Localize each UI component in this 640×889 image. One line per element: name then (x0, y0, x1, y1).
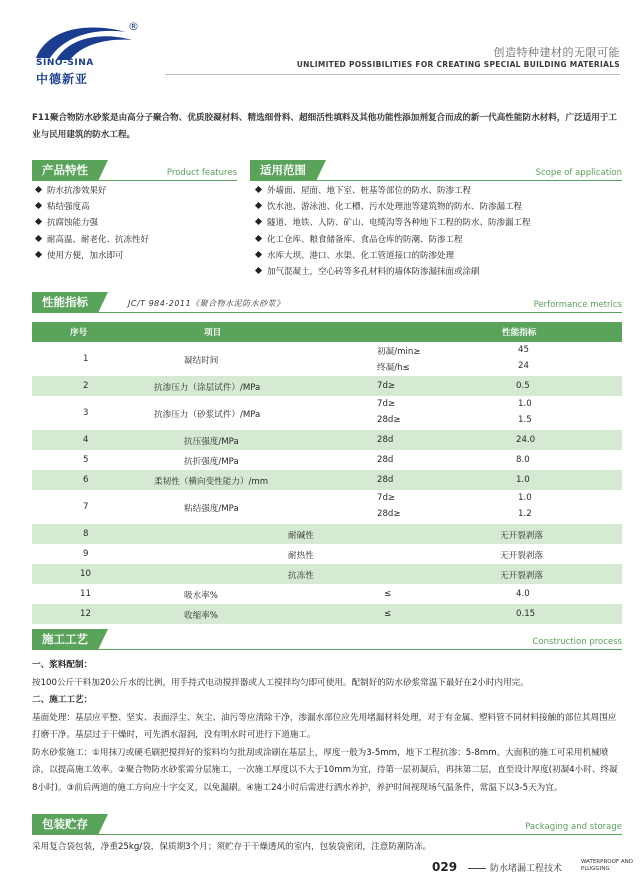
logo-english: SINO-SINA (36, 58, 94, 68)
bullet-icon (255, 267, 262, 274)
bullet-icon (35, 251, 42, 258)
row-number: 4 (83, 434, 89, 445)
row-value: 1.0 (518, 493, 532, 503)
row-value: 无开裂剥落 (500, 530, 543, 541)
row-condition: 7d≥ (377, 493, 396, 503)
header-divider (165, 74, 620, 75)
row-condition: 28d (377, 454, 394, 465)
row-value: 4.0 (516, 588, 530, 599)
bullet-icon (35, 186, 42, 193)
product-intro: F11聚合物防水砂浆是由高分子聚合物、优质胶凝材料、精选细骨料、超细活性填料及其他功能性添加剂复合而成的新一代高性能防水材料，广泛适用于工业与民用建筑的防水工程。 (32, 113, 618, 140)
row-value: 45 (518, 345, 529, 355)
row-item: 抗渗压力（涂层试件）/MPa (154, 382, 261, 393)
row-number: 6 (83, 474, 89, 485)
bullet-icon (255, 251, 262, 258)
table-row (32, 470, 622, 490)
header-index: 性能指标 (502, 328, 537, 338)
table-header (32, 322, 622, 342)
bullet-icon (255, 218, 262, 225)
list-item: 外墙面、屋面、地下室、桩基等部位的防水、防渗工程 (256, 183, 531, 199)
row-item: 抗渗压力（砂浆试件）/MPa (154, 409, 261, 420)
row-condition: ≤ (384, 608, 392, 619)
construction-text (32, 657, 622, 797)
row-condition: 7d≥ (377, 399, 396, 409)
table-row (32, 544, 622, 564)
features-list (36, 183, 149, 264)
row-number: 3 (83, 407, 89, 418)
list-item: 隧道、地铁、人防、矿山、电缆沟等各种地下工程的防水、防渗漏工程 (256, 215, 531, 231)
row-value: 1.0 (518, 399, 532, 409)
footer-title: 防水堵漏工程技术 (490, 864, 563, 874)
bullet-icon (255, 235, 262, 242)
row-number: 11 (80, 588, 91, 599)
row-item: 抗冻性 (288, 570, 314, 581)
features-title: 产品特性 (32, 160, 98, 181)
table-row (32, 604, 622, 624)
table-row (32, 430, 622, 450)
packaging-underline (32, 834, 622, 835)
logo-chinese: 中德新亚 (36, 72, 89, 86)
list-item: 粘结强度高 (36, 199, 149, 215)
row-condition: 7d≥ (377, 380, 396, 391)
list-item: 防水抗渗效果好 (36, 183, 149, 199)
row-value: 0.15 (516, 608, 536, 619)
bullet-icon (255, 202, 262, 209)
packaging-section-bar (32, 814, 622, 835)
row-value: 0.5 (516, 380, 530, 391)
applications-list (256, 183, 531, 280)
list-item: 耐高温、耐老化、抗冻性好 (36, 232, 149, 248)
page-number: 029 (432, 860, 458, 874)
row-number: 1 (83, 353, 89, 364)
performance-title: 性能指标 (32, 292, 98, 313)
table-row (32, 342, 622, 376)
table-row (32, 396, 622, 430)
row-condition: ≤ (384, 588, 392, 599)
row-item: 耐碱性 (288, 530, 314, 541)
construction-title: 施工工艺 (32, 629, 98, 650)
features-underline (32, 180, 237, 181)
row-item: 粘结强度/MPa (184, 503, 239, 514)
list-item: 加气混凝土，空心砖等多孔材料的墙体防渗漏抹面或涂刷 (256, 264, 531, 280)
packaging-subtitle: Packaging and storage (525, 822, 622, 832)
slogan-chinese: 创造特种建材的无限可能 (493, 46, 620, 59)
row-condition: 28d≥ (377, 509, 401, 519)
performance-subtitle: Performance metrics (533, 300, 622, 310)
row-condition: 28d≥ (377, 415, 401, 425)
construction-underline (32, 649, 622, 650)
bullet-icon (35, 202, 42, 209)
row-value: 无开裂剥落 (500, 550, 543, 561)
list-item: 化工仓库、粮食储备库、食品仓库的防潮、防渗工程 (256, 232, 531, 248)
row-value: 无开裂剥落 (500, 570, 543, 581)
row-item: 抗压强度/MPa (184, 436, 239, 447)
construction-section-bar (32, 629, 622, 650)
packaging-title: 包装贮存 (32, 814, 98, 835)
footer-title-english: WATERPROOF AND PLUGGING (581, 859, 633, 872)
row-value: 1.0 (516, 474, 530, 485)
construction-subtitle: Construction process (532, 637, 622, 647)
row-condition: 终凝/h≤ (377, 363, 410, 373)
applications-underline (250, 180, 622, 181)
row-item: 柔韧性（横向变性能力）/mm (154, 476, 269, 487)
paragraph: 按100公斤干料加20公斤水的比例，用手持式电动搅拌器或人工搅拌均匀即可使用。配制好的防水砂浆常温下最好在2小时内用完。 (32, 677, 529, 688)
table-row (32, 564, 622, 584)
step-heading: 一、浆料配制： (32, 660, 93, 670)
registered-mark: ® (128, 20, 139, 33)
row-condition: 28d (377, 434, 394, 445)
paragraph: 防水砂浆施工：①用抹刀或硬毛刷把搅拌好的浆料均匀批刮或涂刷在基层上，厚度一般为3-5mm，地下工程抗渗：5-8mm。大面积的施工可采用机械喷涂，以提高施工效率。②聚合物防水砂浆需分层施工，一次施工厚度以不大于10mm为宜，待第一层初凝后，再抹第二层，直至设计厚度(初凝4小时、终凝8小时)。③前后两道的施工方向应十字交叉，以免漏刷。④施工24小时后需进行洒水养护，养护时间视现场气温条件，常温下以3-5天为宜。 (32, 747, 618, 793)
row-number: 2 (83, 380, 89, 391)
row-item: 凝结时间 (184, 355, 219, 366)
row-number: 10 (80, 568, 91, 579)
table-row (32, 450, 622, 470)
row-value: 8.0 (516, 454, 530, 465)
row-number: 7 (83, 501, 89, 512)
row-item: 抗折强度/MPa (184, 456, 239, 467)
table-row (32, 584, 622, 604)
list-item: 饮水池、游泳池、化工槽、污水处理池等建筑物的防水、防渗漏工程 (256, 199, 531, 215)
applications-section-bar (250, 160, 622, 181)
packaging-text: 采用复合袋包装，净重25kg/袋，保质期3个月；须贮存于干燥透风的室内，包装袋密闭，注意防潮防冻。 (32, 842, 432, 852)
performance-section-bar (32, 292, 622, 313)
row-number: 9 (83, 548, 89, 559)
page-header (0, 0, 640, 95)
row-value: 1.2 (518, 509, 532, 519)
row-number: 12 (80, 608, 91, 619)
row-condition: 初凝/min≥ (377, 347, 421, 357)
header-item: 项目 (204, 328, 222, 338)
row-value: 24.0 (516, 434, 536, 445)
table-row (32, 376, 622, 396)
bullet-icon (35, 218, 42, 225)
bullet-icon (35, 235, 42, 242)
paragraph: 基面处理：基层应平整、坚实、表面浮尘、灰尘、油污等应清除干净，渗漏水部位应先用堵漏材料处理，对于有金属、塑料管不同材料接触的部位其周围应打磨干净。基层过于干燥时，可先洒水湿润，没有明水时可进行下道施工。 (32, 712, 617, 740)
row-item: 耐热性 (288, 550, 314, 561)
list-item: 水库大坝、港口、水渠、化工管道接口的防渗处理 (256, 248, 531, 264)
row-number: 8 (83, 528, 89, 539)
row-item: 吸水率% (184, 590, 218, 601)
page-footer (0, 858, 640, 878)
row-item: 收缩率% (184, 610, 218, 621)
list-item: 抗腐蚀能力强 (36, 215, 149, 231)
list-item: 使用方便，加水即可 (36, 248, 149, 264)
applications-title: 适用范围 (250, 160, 316, 181)
performance-underline (32, 312, 622, 313)
row-value: 1.5 (518, 415, 532, 425)
features-subtitle: Product features (166, 168, 237, 178)
header-no: 序号 (70, 328, 88, 338)
row-condition: 28d (377, 474, 394, 485)
features-section-bar (32, 160, 237, 181)
table-row (32, 490, 622, 524)
table-row (32, 524, 622, 544)
slogan-english: UNLIMITED POSSIBILITIES FOR CREATING SPECIAL BUILDING MATERIALS (296, 60, 620, 69)
row-number: 5 (83, 454, 89, 465)
performance-standard: JC/T 984-2011《聚合物水泥防水砂浆》 (128, 299, 285, 308)
bullet-icon (255, 186, 262, 193)
row-value: 24 (518, 361, 529, 371)
footer-dash (468, 868, 486, 869)
step-heading: 二、施工工艺： (32, 695, 93, 705)
applications-subtitle: Scope of application (535, 168, 622, 178)
